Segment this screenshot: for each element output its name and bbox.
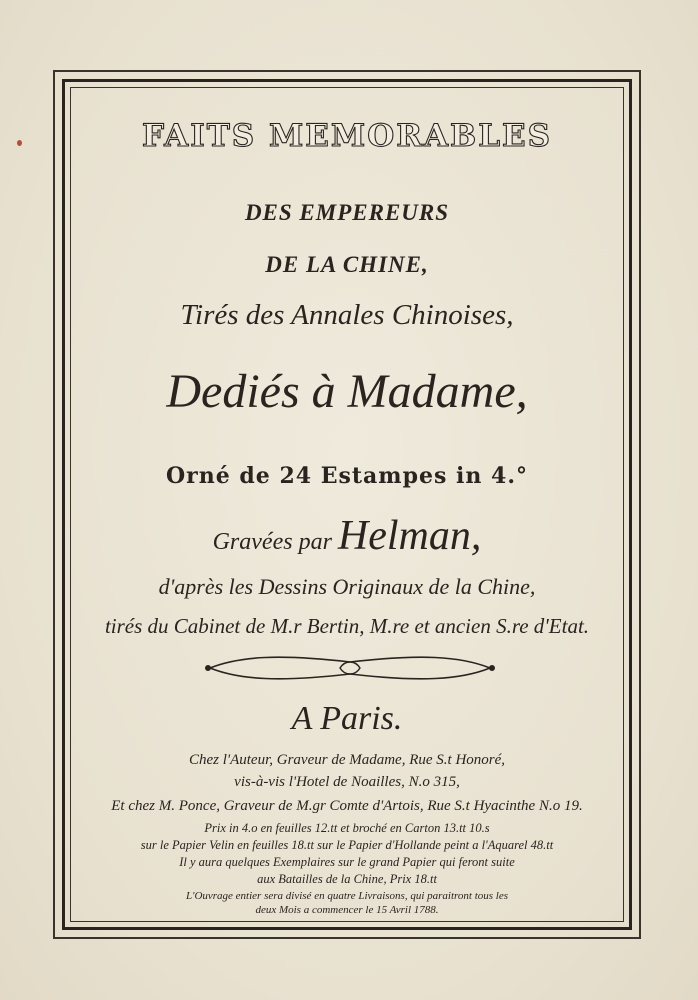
address-line-2: vis-à-vis l'Hotel de Noailles, N.o 315, [234,774,460,790]
address-line-3: Et chez M. Ponce, Graveur de M.gr Comte d'Artois, Rue S.t Hyacinthe N.o 19. [111,798,583,814]
source-line: Tirés des Annales Chinoises, [180,299,514,331]
illustrations-line: Orné de 24 Estampes in 4.° [166,463,528,489]
subtitle-emperors: DES EMPEREURS [244,200,450,225]
price-line-3: Il y aura quelques Exemplaires sur le grand Papier qui feront suite [179,855,515,869]
notice-line-1: L'Ouvrage entier sera divisé en quatre Livraisons, qui paraitront tous les [185,890,509,902]
price-line-2: sur le Papier Velin en feuilles 18.tt sur le Papier d'Hollande peint a l'Aquarel 48.tt [140,838,554,852]
cabinet-line: tirés du Cabinet de M.r Bertin, M.re et ancien S.re d'Etat. [104,614,590,638]
notice-line-2: deux Mois a commencer le 15 Avril 1788. [255,904,439,916]
price-line-4: aux Batailles de la Chine, Prix 18.tt [257,872,437,886]
address-line-1: Chez l'Auteur, Graveur de Madame, Rue S.t Honoré, [188,752,506,768]
engraver-line [70,512,624,560]
price-line-1: Prix in 4.o en feuilles 12.tt et broché en Carton 13.tt 10.s [204,821,490,835]
main-title: FAITS MEMORABLES [141,118,553,154]
engraver-prefix: Gravées par [212,529,338,555]
ink-spot [17,140,22,146]
drawings-line: d'après les Dessins Originaux de la Chine, [158,574,536,599]
place-line: A Paris. [291,700,403,737]
dedication-line: Dediés à Madame, [166,365,528,418]
subtitle-china: DE LA CHINE, [265,252,429,277]
flourish-ornament [200,648,500,688]
engraver-name: Helman, [337,513,482,559]
